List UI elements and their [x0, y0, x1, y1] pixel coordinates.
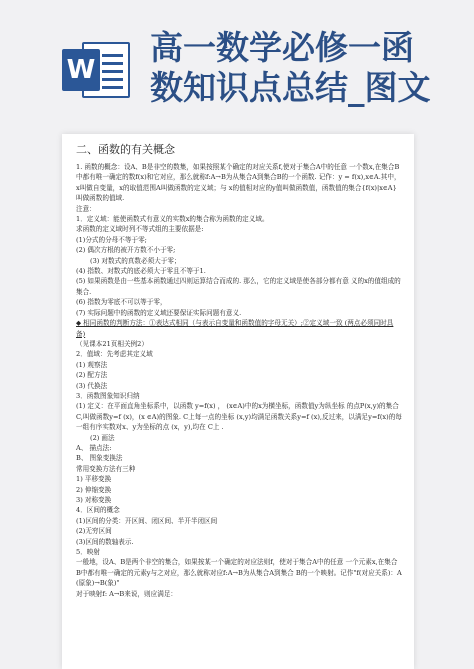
title-line-2: 数知识点总结_图文 — [150, 68, 431, 107]
range-method-2: (2) 配方法 — [76, 371, 108, 380]
domain-definition: 1．定义域：能使函数式有意义的实数x的集合称为函数的定义域。 — [76, 215, 269, 224]
transform-heading: 常用变换方法有三种 — [76, 464, 136, 473]
title-line-1: 高一数学必修一函 — [150, 28, 414, 67]
interval-item-1: (1)区间的分类：开区间、闭区间、半开半闭区间 — [76, 516, 218, 525]
range-method-1: (1) 观察法 — [76, 360, 108, 369]
transform-3: 3) 对称变换 — [76, 496, 112, 504]
drawing-method-a: A、 描点法: — [76, 443, 112, 452]
page-title — [150, 28, 470, 108]
banner — [0, 0, 474, 130]
drawing-method-heading: (2) 画法 — [90, 433, 115, 442]
mapping-definition: 一般地，设A、B是两个非空的集合，如果按某一个确定的对应法则f，使对于集合A中的任意 一个元素x,在集合B中都有唯一确定的元素y与之对应，那么就称对应f:A→B为从集合A到集合 B的一个映射。记作"f(对应关系)：A(原象)→B(象)" — [76, 558, 402, 588]
function-definition-paragraph: 1. 函数的概念：设A、B是非空的数集，如果按照某个确定的对应关系f,使对于集合A中的任意 一个数x,在集合B中都有唯一确定的数f(x)和它对应，那么就称f:A→B为从集合A到集合B的一个函数. 记作：y = f(x),x∈A.其中，x叫做自变量，x的取值范围A叫做函数的定义域；与 x的值相对应的y值叫做函数值，函数值的集合{f(x)|x∈A}叫做函数的值域. — [76, 163, 401, 203]
mapping-heading: 5．映射 — [76, 548, 100, 557]
interval-item-2: (2)无穷区间 — [76, 527, 112, 536]
note-label: 注意： — [76, 204, 96, 213]
domain-rule-4: (4) 指数、对数式的底必须大于零且不等于1. — [76, 267, 206, 276]
document-page — [62, 134, 414, 669]
domain-rule-3: (3) 对数式的真数必须大于零； — [90, 256, 181, 265]
interval-item-3: (3)区间的数轴表示. — [76, 537, 134, 546]
word-icon-badge — [62, 49, 100, 91]
word-icon-letter: W — [66, 55, 96, 85]
range-heading: 2．值域：先考虑其定义域 — [76, 350, 153, 359]
drawing-method-b: B、 图象变换法 — [76, 454, 123, 463]
domain-rule-6: (6) 指数为零底不可以等于零， — [76, 298, 167, 307]
graph-heading: 3．函数图象知识归纳 — [76, 391, 140, 400]
section-heading: 二、函数的有关概念 — [76, 143, 175, 156]
transform-2: 2) 伸缩变换 — [76, 485, 112, 494]
range-method-3: (3) 代换法 — [76, 381, 108, 390]
same-function-rule: ◆ 相同函数的判断方法：①表达式相同（与表示自变量和函数值的字母无关）;②定义域一致 (两点必须同时具备) — [76, 319, 394, 338]
textbook-reference: （见课本21页相关例2） — [76, 339, 148, 348]
graph-definition: (1) 定义：在平面直角坐标系中，以函数 y=f(x) ， (x∈A)中的x为横坐标，函数值y为纵坐标 的点P(x,y)的集合C,叫做函数y=f (x)，(x ∈A)的图象. C上每一点的坐标 (x,y)均满足函数关系y=f (x),反过来，以满足y=f(x)的每一组有序实数对x、y为坐标的点 (x，y),均在 C上 . — [76, 402, 402, 432]
domain-rule-7: (7) 实际问题中的函数的定义域还要保证实际问题有意义. — [76, 308, 242, 317]
domain-rule-5: (5) 如果函数是由一些基本函数通过四则运算结合而成的. 那么，它的定义域是使各部分都有意 义的x的值组成的集合. — [76, 277, 401, 296]
domain-rule-1: (1)分式的分母不等于零; — [76, 235, 147, 244]
word-document-icon — [62, 42, 130, 98]
domain-basis: 求函数的定义域时列不等式组的主要依据是: — [76, 225, 204, 234]
document-content — [76, 142, 402, 599]
interval-heading: 4．区间的概念 — [76, 506, 120, 515]
mapping-condition: 对于映射f: A→B来说，则应满足： — [76, 589, 178, 598]
domain-rule-2: (2) 偶次方根的被开方数不小于零; — [76, 246, 176, 255]
transform-1: 1) 平移变换 — [76, 475, 112, 484]
